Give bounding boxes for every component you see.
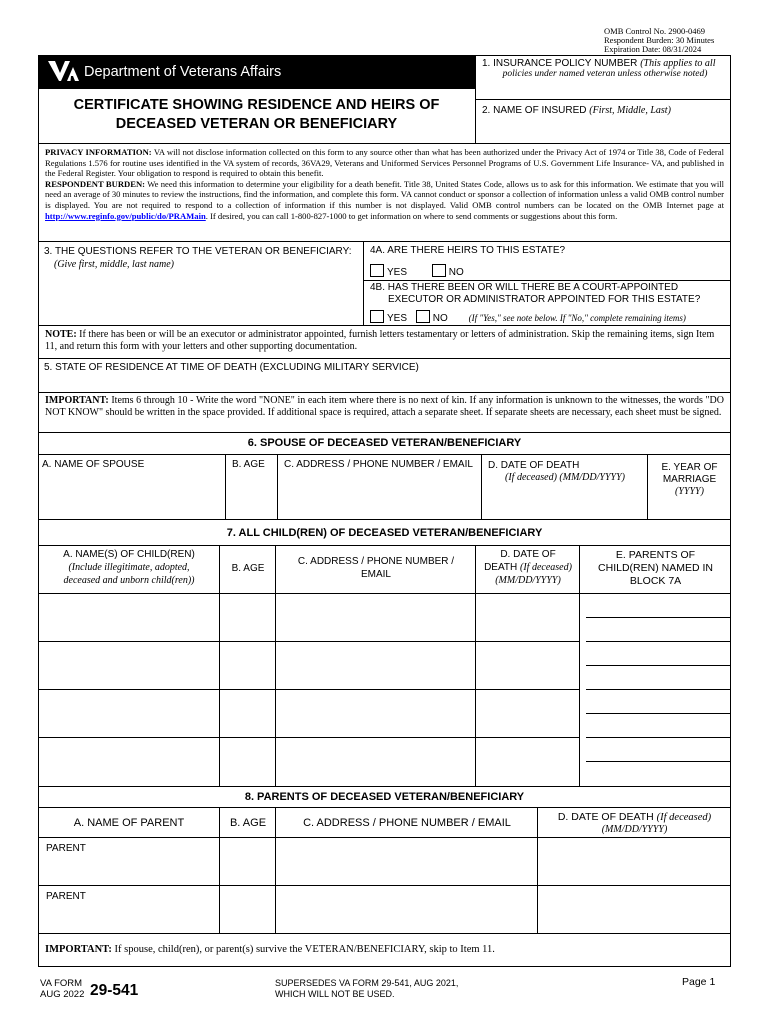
children-name-note2: deceased and unborn child(ren)) bbox=[63, 575, 195, 586]
spouse-death-note: (If deceased) (MM/DD/YYYY) bbox=[505, 472, 625, 483]
section8-col-headers bbox=[38, 808, 731, 838]
va-seal-icon bbox=[46, 59, 80, 83]
parents-line[interactable] bbox=[586, 666, 731, 690]
important1-text: Items 6 through 10 - Write the word "NONE" in each item where there is no next of kin. If any information is unknown to the witnesses, the words "DO NOT KNOW" should be written in the space provided. If additional space is required, attach a separate sheet. If separate sheets are necessary, each sheet must be signed. bbox=[45, 395, 724, 418]
parent-name-label: A. NAME OF PARENT bbox=[73, 817, 185, 829]
item2-field[interactable] bbox=[475, 100, 731, 143]
spouse-marriage-labels bbox=[648, 462, 731, 498]
table-row[interactable] bbox=[38, 642, 580, 690]
children-address-header bbox=[276, 546, 476, 594]
children-parents-header bbox=[580, 546, 731, 594]
spouse-marriage-label3: (YYYY) bbox=[675, 486, 704, 497]
parents-line[interactable] bbox=[586, 738, 731, 762]
important2-block bbox=[38, 934, 731, 967]
item2-label: 2. NAME OF INSURED bbox=[482, 105, 587, 116]
parents-line[interactable] bbox=[586, 594, 731, 618]
form-title-line1: CERTIFICATE SHOWING RESIDENCE AND HEIRS OF bbox=[73, 97, 440, 113]
privacy-heading: PRIVACY INFORMATION: bbox=[45, 147, 152, 157]
table-row[interactable] bbox=[38, 594, 580, 642]
item3-label: 3. THE QUESTIONS REFER TO THE VETERAN OR BENEFICIARY: bbox=[44, 246, 352, 257]
children-name-note1: (Include illegitimate, adopted, bbox=[68, 562, 190, 573]
spouse-address-label: C. ADDRESS / PHONE NUMBER / EMAIL bbox=[284, 459, 473, 470]
parent-death-header bbox=[538, 808, 731, 838]
note-text: If there has been or will be an executor or administrator appointed, furnish letters testamentary or letters of administration. Skip the remaining items, sign Item 11, and return this form with your letters and other supporting documentation. bbox=[45, 329, 715, 352]
item3-field[interactable] bbox=[38, 241, 363, 325]
spouse-marriage-label2: MARRIAGE bbox=[662, 474, 717, 485]
agency-banner bbox=[38, 55, 475, 88]
table-row[interactable] bbox=[38, 886, 731, 934]
burden-text: We need this information to determine your eligibility for a death benefit. Title 38, United States Code, allows us to ask for this information. We estimate that you will need an average of 30 minutes to review the instructions, find the information, and complete this form. VA cannot conduct or sponsor a collection of information unless a valid OMB control number is displayed. You are not required to respond to a collection of information if this number is not displayed. Valid OMB control numbers can be located on the OMB Internet page at bbox=[45, 178, 724, 210]
important1-block bbox=[38, 392, 731, 432]
item4a-yes-label: YES bbox=[387, 267, 408, 278]
children-death-note: (If deceased) bbox=[520, 562, 572, 573]
children-death-label1: D. DATE OF bbox=[500, 549, 556, 560]
spouse-death-field[interactable] bbox=[482, 455, 648, 519]
parents-line[interactable] bbox=[586, 714, 731, 738]
children-death-label2: DEATH bbox=[484, 562, 518, 573]
parents-line[interactable] bbox=[586, 618, 731, 642]
footer-supersedes1: SUPERSEDES VA FORM 29-541, AUG 2021, bbox=[275, 978, 459, 988]
omb-block bbox=[604, 27, 744, 54]
privacy-text: VA will not disclose information collected on this form to any source other than what has been authorized under the Privacy Act of 1974 or Title 38, Code of Federal Regulations 1.576 for routine uses identified in the VA system of records, 36VA29, Veterans and Uniformed Services Personnel Programs of U.S. Government Life Insurance- VA, and published in the Federal Register. Your obligation to respond is required to obtain this benefit. bbox=[45, 147, 724, 179]
parents-line[interactable] bbox=[586, 690, 731, 714]
children-name-label: A. NAME(S) OF CHILD(REN) bbox=[63, 549, 195, 560]
item1-field[interactable] bbox=[475, 55, 731, 100]
item5-label: 5. STATE OF RESIDENCE AT TIME OF DEATH (EXCLUDING MILITARY SERVICE) bbox=[44, 362, 419, 373]
agency-name: Department of Veterans Affairs bbox=[84, 64, 282, 80]
note-block bbox=[38, 325, 731, 358]
footer-va-form: VA FORM bbox=[40, 978, 83, 989]
item3-note: (Give first, middle, last name) bbox=[54, 259, 174, 270]
section7-header bbox=[38, 519, 731, 546]
parent-address-label: C. ADDRESS / PHONE NUMBER / EMAIL bbox=[303, 817, 511, 829]
spouse-death-label: D. DATE OF DEATH bbox=[488, 460, 580, 471]
footer-page: Page 1 bbox=[682, 976, 716, 988]
burden-tail: . If desired, you can call 1-800-827-1000 to get information on where to send comments or suggestions about this form. bbox=[205, 210, 618, 221]
parent-age-header bbox=[220, 808, 276, 838]
form-title-line2: DECEASED VETERAN OR BENEFICIARY bbox=[115, 116, 398, 132]
spouse-marriage-label1: E. YEAR OF bbox=[661, 462, 718, 473]
item4b-label1: 4B. HAS THERE BEEN OR WILL THERE BE A COURT-APPOINTED bbox=[370, 282, 679, 293]
omb-expiration: Expiration Date: 08/31/2024 bbox=[604, 44, 702, 54]
item4a-block bbox=[363, 241, 731, 280]
children-rows bbox=[38, 594, 731, 786]
important2-text: If spouse, child(ren), or parent(s) survive the VETERAN/BENEFICIARY, skip to Item 11. bbox=[114, 944, 495, 955]
burden-heading: RESPONDENT BURDEN: bbox=[45, 178, 146, 189]
item4b-note: (If "Yes," see note below. If "No," complete remaining items) bbox=[468, 313, 686, 323]
children-name-header bbox=[38, 546, 220, 594]
children-age-header bbox=[220, 546, 276, 594]
spouse-marriage-field[interactable] bbox=[648, 455, 731, 519]
item4b-label2: EXECUTOR OR ADMINISTRATOR APPOINTED FOR THIS ESTATE? bbox=[388, 294, 701, 305]
children-parents-label3: BLOCK 7A bbox=[629, 575, 682, 587]
table-row[interactable] bbox=[38, 690, 580, 738]
children-death-label-row bbox=[476, 562, 580, 574]
item4a-no-checkbox[interactable] bbox=[432, 264, 446, 277]
section8-title: 8. PARENTS OF DECEASED VETERAN/BENEFICIARY bbox=[244, 791, 525, 803]
table-row[interactable] bbox=[38, 738, 580, 786]
children-parents-label2: CHILD(REN) NAMED IN bbox=[598, 562, 713, 574]
section7-title: 7. ALL CHILD(REN) OF DECEASED VETERAN/BENEFICIARY bbox=[226, 527, 543, 539]
important2-heading: IMPORTANT: bbox=[45, 944, 112, 955]
item4b-yes-label: YES bbox=[387, 313, 408, 324]
item4b-yes-checkbox[interactable] bbox=[370, 310, 384, 323]
footer-form-label bbox=[40, 978, 84, 1000]
children-death-format: (MM/DD/YYYY) bbox=[495, 575, 561, 586]
parent-address-header bbox=[276, 808, 538, 838]
parent1-label: PARENT bbox=[46, 843, 86, 854]
spouse-name-label: A. NAME OF SPOUSE bbox=[42, 459, 145, 470]
privacy-block bbox=[38, 143, 731, 241]
item5-field[interactable] bbox=[38, 358, 731, 392]
item4a-no-label: NO bbox=[448, 267, 464, 278]
item4a-yes-checkbox[interactable] bbox=[370, 264, 384, 277]
footer-supersedes bbox=[275, 978, 458, 1000]
section6-header bbox=[38, 432, 731, 455]
footer-supersedes2: WHICH WILL NOT BE USED. bbox=[275, 989, 395, 999]
children-address-label1: C. ADDRESS / PHONE NUMBER / bbox=[297, 556, 455, 567]
parent-death-format: (MM/DD/YYYY) bbox=[601, 824, 668, 835]
spouse-address-field[interactable] bbox=[278, 455, 482, 519]
item4b-no-checkbox[interactable] bbox=[416, 310, 430, 323]
parent-name-header bbox=[38, 808, 220, 838]
section8-header bbox=[38, 786, 731, 808]
section6-title: 6. SPOUSE OF DECEASED VETERAN/BENEFICIARY bbox=[247, 437, 522, 449]
parents-line[interactable] bbox=[586, 642, 731, 666]
form-bottom-rule bbox=[38, 966, 731, 967]
section7-col-headers bbox=[38, 546, 731, 594]
spouse-age-label: B. AGE bbox=[232, 459, 265, 470]
item1-note2: policies under named veteran unless otherwise noted) bbox=[502, 69, 708, 79]
children-death-header bbox=[476, 546, 580, 594]
parent2-label: PARENT bbox=[46, 891, 86, 902]
spouse-name-field[interactable] bbox=[38, 455, 226, 519]
section6-row bbox=[38, 455, 731, 519]
parent-death-label-row bbox=[538, 811, 731, 823]
footer-form-date: AUG 2022 bbox=[40, 989, 85, 1000]
item4a-label: 4A. ARE THERE HEIRS TO THIS ESTATE? bbox=[370, 245, 566, 256]
table-row[interactable] bbox=[38, 838, 731, 886]
omb-link[interactable]: http://www.reginfo.gov/public/do/PRAMain bbox=[45, 210, 206, 221]
item4b-block bbox=[363, 280, 731, 325]
parent-death-note: (If deceased) bbox=[656, 812, 712, 823]
children-parents-label1: E. PARENTS OF bbox=[615, 549, 696, 561]
item1-note1: (This applies to all bbox=[640, 58, 716, 69]
children-address-label2: EMAIL bbox=[360, 569, 391, 580]
parent-age-label: B. AGE bbox=[229, 817, 267, 829]
item4b-no-label: NO bbox=[432, 313, 448, 324]
note-heading: NOTE: bbox=[45, 329, 77, 340]
item2-note: (First, Middle, Last) bbox=[589, 105, 671, 116]
important1-heading: IMPORTANT: bbox=[45, 395, 109, 406]
footer-form-number: 29-541 bbox=[90, 982, 139, 999]
parent-death-label: D. DATE OF DEATH bbox=[557, 811, 654, 823]
form-title bbox=[38, 96, 475, 134]
item1-label: 1. INSURANCE POLICY NUMBER bbox=[482, 58, 638, 69]
spouse-age-field[interactable] bbox=[226, 455, 278, 519]
parent-rows bbox=[38, 838, 731, 934]
children-age-label: B. AGE bbox=[231, 563, 265, 574]
omb-burden: Respondent Burden: 30 Minutes bbox=[604, 35, 715, 45]
omb-control: OMB Control No. 2900-0469 bbox=[604, 26, 706, 36]
